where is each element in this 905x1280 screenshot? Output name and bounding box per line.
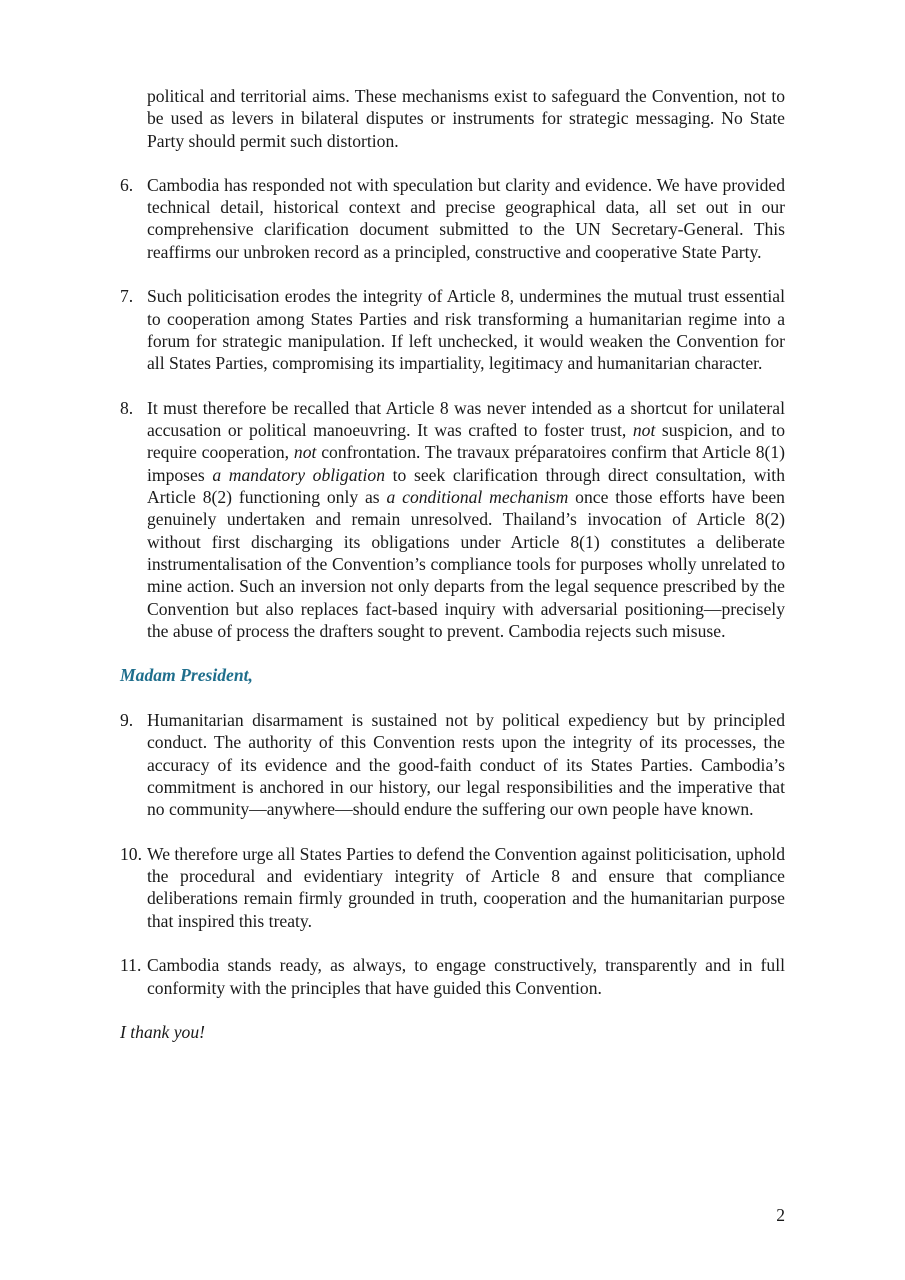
paragraph-number: 11. <box>120 955 142 976</box>
numbered-paragraph-11 <box>120 954 785 999</box>
paragraph-number: 6. <box>120 174 134 195</box>
numbered-paragraph-10 <box>120 843 785 932</box>
paragraph-text: Cambodia has responded not with speculation but clarity and evidence. We have provided technical detail, historical context and precise geographical data, all set out in our comprehensive clarification document submitted to the UN Secretary-General. This reaffirms our unbroken record as a principled, constructive and cooperative State Party. <box>147 174 785 262</box>
paragraph-text <box>147 398 785 641</box>
numbered-paragraph-9 <box>120 709 785 820</box>
text-segment: once those efforts have been genuinely undertaken and remain unresolved. Thailand’s invocation of Article 8(2) without first discharging its obligations under Article 8(1) constitutes a deliberate instrumentalisation of the Convention’s compliance tools for purposes wholly unrelated to mine action. Such an inversion not only departs from the legal sequence prescribed by the Convention but also replaces fact-based inquiry with adversarial positioning—precisely the abuse of process the drafters sought to prevent. Cambodia rejects such misuse. <box>147 487 785 641</box>
emphasis-text: a conditional mechanism <box>386 487 569 508</box>
text-segment: It must therefore be recalled that Article 8 was never intended as a shortcut for unilateral accusation or political manoeuvring. It was crafted to foster trust, <box>147 397 785 441</box>
paragraph-text: Such politicisation erodes the integrity of Article 8, undermines the mutual trust essential to cooperation among States Parties and risk transforming a humanitarian regime into a forum for strategic manipulation. If left unchecked, it would weaken the Convention for all States Parties, compromising its impartiality, legitimacy and humanitarian character. <box>147 286 785 374</box>
emphasis-text: not <box>632 420 656 441</box>
paragraph-number: 9. <box>120 710 134 731</box>
paragraph-text: We therefore urge all States Parties to defend the Convention against politicisation, uphold the procedural and evidentiary integrity of Article 8 and ensure that compliance deliberations remain firmly grounded in truth, cooperation and the humanitarian purpose that inspired this treaty. <box>147 843 785 931</box>
paragraph-number: 7. <box>120 286 134 307</box>
paragraph-text: Cambodia stands ready, as always, to engage constructively, transparently and in full conformity with the principles that have guided this Convention. <box>147 955 785 998</box>
paragraph-number: 10. <box>120 843 142 864</box>
text-segment: confrontation. The travaux préparatoires confirm that Article 8(1) imposes <box>147 442 785 485</box>
closing-remark: I thank you! <box>120 1022 206 1043</box>
emphasis-text: a mandatory obligation <box>212 464 386 485</box>
continued-paragraph: political and territorial aims. These mechanisms exist to safeguard the Convention, not to be used as levers in bilateral disputes or instruments for strategic messaging. No State Party should permit such distortion. <box>147 86 785 151</box>
document-body <box>120 85 785 1043</box>
emphasis-text: not <box>293 442 317 463</box>
salutation: Madam President, <box>120 665 253 686</box>
numbered-paragraph-7 <box>120 285 785 374</box>
page-number: 2 <box>776 1205 785 1225</box>
paragraph-number: 8. <box>120 397 134 418</box>
text-segment: suspicion, and to require cooperation, <box>147 420 785 463</box>
paragraph-text: Humanitarian disarmament is sustained not by political expediency but by principled conduct. The authority of this Convention rests upon the integrity of its processes, the accuracy of its evidence and the good-faith conduct of its States Parties. Cambodia’s commitment is anchored in our history, our legal responsibilities and the imperative that no community—anywhere—should endure the suffering our own people have known. <box>147 710 785 820</box>
numbered-paragraph-6 <box>120 174 785 263</box>
numbered-paragraph-8 <box>120 397 785 642</box>
text-segment: to seek clarification through direct consultation, with Article 8(2) functioning only as <box>147 464 785 508</box>
